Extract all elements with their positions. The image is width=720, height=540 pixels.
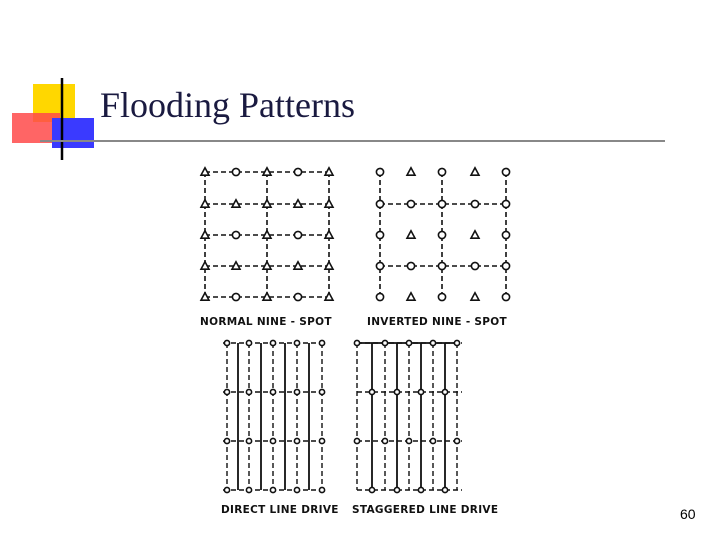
producer-well-icon [502,262,509,269]
injector-well-icon [201,168,209,175]
producer-well-icon [294,389,299,394]
producer-well-icon [430,340,435,345]
injector-well-icon [471,168,479,175]
injector-well-icon [263,262,271,269]
producer-well-icon [471,262,478,269]
inverted-nine-spot-label: INVERTED NINE - SPOT [367,316,507,328]
producer-well-icon [270,340,275,345]
slide-title: Flooding Patterns [100,85,356,125]
producer-well-icon [224,340,229,345]
producer-well-icon [438,262,445,269]
injector-well-icon [201,200,209,207]
producer-well-icon [376,231,383,238]
producer-well-icon [376,168,383,175]
producer-well-icon [224,389,229,394]
staggered-line-drive-label: STAGGERED LINE DRIVE [352,504,499,516]
producer-well-icon [294,231,301,238]
producer-well-icon [376,262,383,269]
producer-well-icon [442,389,447,394]
producer-well-icon [502,231,509,238]
staggered-line-drive-pattern [354,340,462,492]
producer-well-icon [407,200,414,207]
producer-well-icon [376,200,383,207]
producer-well-icon [232,168,239,175]
producer-well-icon [454,438,459,443]
producer-well-icon [270,438,275,443]
producer-well-icon [454,340,459,345]
producer-well-icon [319,340,324,345]
producer-well-icon [430,438,435,443]
injector-well-icon [263,168,271,175]
injector-well-icon [325,231,333,238]
injector-well-icon [201,231,209,238]
injector-well-icon [325,262,333,269]
injector-well-icon [232,200,240,207]
producer-well-icon [294,340,299,345]
producer-well-icon [246,340,251,345]
direct-line-drive-label: DIRECT LINE DRIVE [221,504,339,516]
producer-well-icon [369,389,374,394]
injector-well-icon [294,200,302,207]
inverted-nine-spot-pattern [376,168,509,301]
producer-well-icon [376,293,383,300]
producer-well-icon [270,487,275,492]
injector-well-icon [471,231,479,238]
producer-well-icon [438,231,445,238]
injector-well-icon [232,262,240,269]
injector-well-icon [263,231,271,238]
injector-well-icon [325,168,333,175]
producer-well-icon [319,438,324,443]
injector-well-icon [201,262,209,269]
producer-well-icon [502,293,509,300]
producer-well-icon [394,487,399,492]
producer-well-icon [270,389,275,394]
producer-well-icon [382,340,387,345]
producer-well-icon [294,487,299,492]
producer-well-icon [502,200,509,207]
producer-well-icon [232,293,239,300]
producer-well-icon [394,389,399,394]
producer-well-icon [438,168,445,175]
producer-well-icon [418,389,423,394]
producer-well-icon [354,438,359,443]
producer-well-icon [246,487,251,492]
injector-well-icon [407,231,415,238]
injector-well-icon [325,293,333,300]
producer-well-icon [369,487,374,492]
producer-well-icon [438,200,445,207]
producer-well-icon [442,487,447,492]
injector-well-icon [407,293,415,300]
normal-nine-spot-label: NORMAL NINE - SPOT [200,316,332,328]
producer-well-icon [319,487,324,492]
producer-well-icon [232,231,239,238]
producer-well-icon [294,438,299,443]
producer-well-icon [406,438,411,443]
producer-well-icon [418,487,423,492]
producer-well-icon [224,487,229,492]
normal-nine-spot-pattern [201,168,333,301]
producer-well-icon [224,438,229,443]
injector-well-icon [263,293,271,300]
producer-well-icon [294,168,301,175]
producer-well-icon [382,438,387,443]
injector-well-icon [294,262,302,269]
producer-well-icon [319,389,324,394]
injector-well-icon [471,293,479,300]
direct-line-drive-pattern [223,340,325,492]
injector-well-icon [263,200,271,207]
injector-well-icon [201,293,209,300]
injector-well-icon [407,168,415,175]
injector-well-icon [325,200,333,207]
producer-well-icon [246,389,251,394]
producer-well-icon [438,293,445,300]
producer-well-icon [406,340,411,345]
producer-well-icon [246,438,251,443]
producer-well-icon [294,293,301,300]
producer-well-icon [407,262,414,269]
producer-well-icon [354,340,359,345]
producer-well-icon [502,168,509,175]
page-number: 60 [680,506,696,522]
producer-well-icon [471,200,478,207]
